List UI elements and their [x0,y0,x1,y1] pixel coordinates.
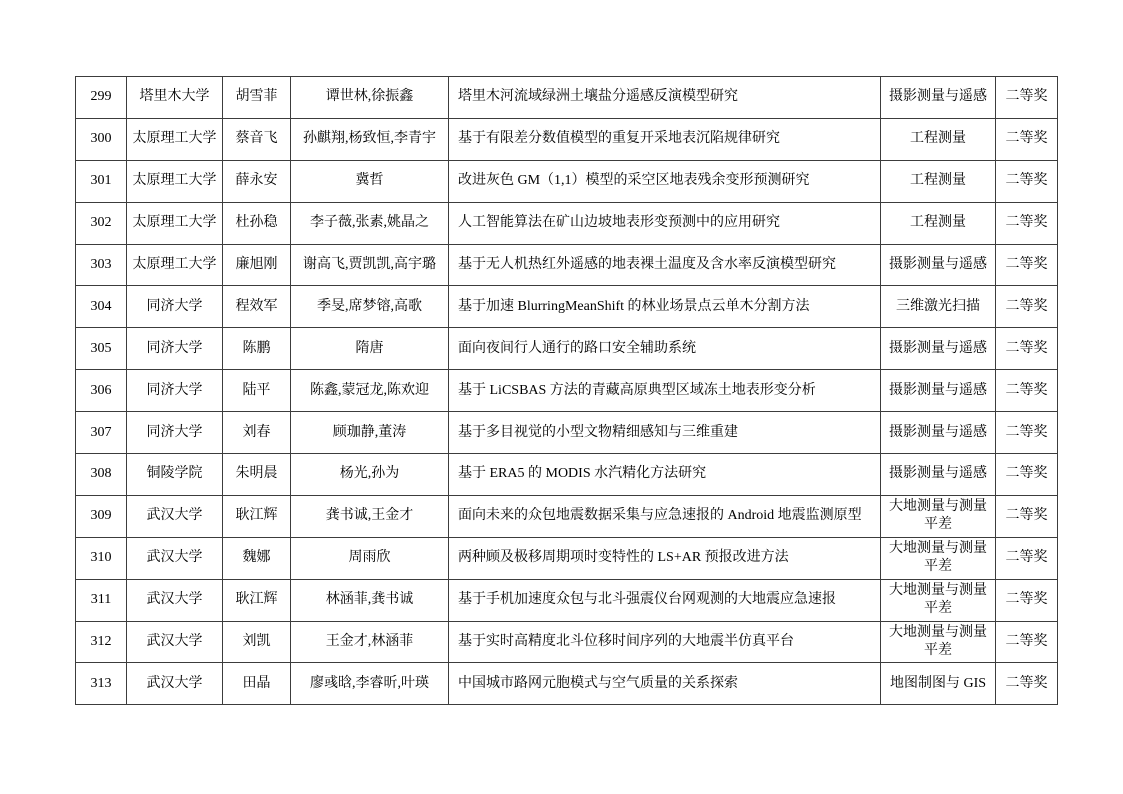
cell-category: 摄影测量与遥感 [881,412,996,454]
cell-leader-name: 蔡音飞 [223,118,291,160]
table-row [76,118,1058,160]
cell-serial-number: 308 [76,454,127,496]
cell-team-members: 谢高飞,贾凯凯,高宇璐 [291,244,449,286]
cell-serial-number: 311 [76,579,127,621]
cell-university: 同济大学 [127,328,223,370]
cell-project-title: 两种顾及极移周期项时变特性的 LS+AR 预报改进方法 [449,537,881,579]
cell-team-members: 王金才,林涵菲 [291,621,449,663]
cell-project-title: 基于有限差分数值模型的重复开采地表沉陷规律研究 [449,118,881,160]
table-row [76,621,1058,663]
cell-project-title: 改进灰色 GM（1,1）模型的采空区地表残余变形预测研究 [449,160,881,202]
cell-serial-number: 310 [76,537,127,579]
cell-category: 大地测量与测量平差 [881,621,996,663]
cell-project-title: 基于手机加速度众包与北斗强震仪台网观测的大地震应急速报 [449,579,881,621]
cell-leader-name: 田晶 [223,663,291,705]
cell-team-members: 孙麒翔,杨致恒,李青宇 [291,118,449,160]
cell-project-title: 塔里木河流域绿洲土壤盐分遥感反演模型研究 [449,77,881,119]
cell-team-members: 杨光,孙为 [291,454,449,496]
cell-award-level: 二等奖 [996,244,1058,286]
table-row [76,537,1058,579]
cell-serial-number: 303 [76,244,127,286]
cell-award-level: 二等奖 [996,454,1058,496]
cell-serial-number: 299 [76,77,127,119]
cell-team-members: 隋唐 [291,328,449,370]
cell-project-title: 中国城市路网元胞模式与空气质量的关系探索 [449,663,881,705]
cell-university: 同济大学 [127,286,223,328]
cell-category: 工程测量 [881,118,996,160]
cell-university: 武汉大学 [127,621,223,663]
table-row [76,202,1058,244]
cell-serial-number: 313 [76,663,127,705]
cell-team-members: 周雨欣 [291,537,449,579]
table-row [76,454,1058,496]
table-row [76,370,1058,412]
table-row [76,77,1058,119]
cell-project-title: 基于多目视觉的小型文物精细感知与三维重建 [449,412,881,454]
cell-team-members: 顾珈静,董涛 [291,412,449,454]
cell-category: 摄影测量与遥感 [881,454,996,496]
cell-university: 铜陵学院 [127,454,223,496]
cell-university: 太原理工大学 [127,160,223,202]
cell-university: 塔里木大学 [127,77,223,119]
cell-award-level: 二等奖 [996,286,1058,328]
cell-category: 地图制图与 GIS [881,663,996,705]
cell-category: 大地测量与测量平差 [881,537,996,579]
table-row [76,160,1058,202]
cell-category: 摄影测量与遥感 [881,244,996,286]
cell-leader-name: 陈鹏 [223,328,291,370]
cell-project-title: 面向夜间行人通行的路口安全辅助系统 [449,328,881,370]
table-row [76,244,1058,286]
cell-award-level: 二等奖 [996,77,1058,119]
cell-award-level: 二等奖 [996,370,1058,412]
cell-leader-name: 程效军 [223,286,291,328]
cell-team-members: 林涵菲,龚书诚 [291,579,449,621]
cell-leader-name: 薛永安 [223,160,291,202]
cell-award-level: 二等奖 [996,621,1058,663]
cell-university: 武汉大学 [127,579,223,621]
cell-category: 工程测量 [881,160,996,202]
cell-category: 摄影测量与遥感 [881,328,996,370]
table-row [76,495,1058,537]
cell-serial-number: 309 [76,495,127,537]
cell-serial-number: 301 [76,160,127,202]
cell-serial-number: 304 [76,286,127,328]
cell-category: 大地测量与测量平差 [881,495,996,537]
table-row [76,663,1058,705]
cell-award-level: 二等奖 [996,412,1058,454]
cell-leader-name: 陆平 [223,370,291,412]
cell-leader-name: 魏娜 [223,537,291,579]
cell-team-members: 李子薇,张素,姚晶之 [291,202,449,244]
cell-university: 武汉大学 [127,663,223,705]
cell-category: 摄影测量与遥感 [881,77,996,119]
cell-university: 武汉大学 [127,495,223,537]
cell-project-title: 基于 LiCSBAS 方法的青藏高原典型区域冻土地表形变分析 [449,370,881,412]
cell-award-level: 二等奖 [996,537,1058,579]
cell-leader-name: 刘凯 [223,621,291,663]
cell-award-level: 二等奖 [996,663,1058,705]
cell-award-level: 二等奖 [996,579,1058,621]
cell-leader-name: 耿江辉 [223,495,291,537]
cell-serial-number: 302 [76,202,127,244]
cell-serial-number: 305 [76,328,127,370]
cell-category: 工程测量 [881,202,996,244]
cell-team-members: 陈鑫,蒙冠龙,陈欢迎 [291,370,449,412]
cell-project-title: 基于 ERA5 的 MODIS 水汽精化方法研究 [449,454,881,496]
cell-university: 武汉大学 [127,537,223,579]
cell-award-level: 二等奖 [996,160,1058,202]
table-row [76,579,1058,621]
cell-category: 三维激光扫描 [881,286,996,328]
cell-award-level: 二等奖 [996,495,1058,537]
cell-team-members: 季旻,席梦镕,高歌 [291,286,449,328]
cell-leader-name: 杜孙稳 [223,202,291,244]
cell-team-members: 龚书诚,王金才 [291,495,449,537]
cell-team-members: 廖彧晗,李睿昕,叶瑛 [291,663,449,705]
award-table [75,76,1058,705]
cell-university: 同济大学 [127,370,223,412]
cell-serial-number: 307 [76,412,127,454]
cell-project-title: 人工智能算法在矿山边坡地表形变预测中的应用研究 [449,202,881,244]
table-row [76,328,1058,370]
cell-leader-name: 胡雪菲 [223,77,291,119]
table-row [76,286,1058,328]
cell-award-level: 二等奖 [996,202,1058,244]
cell-serial-number: 306 [76,370,127,412]
cell-serial-number: 300 [76,118,127,160]
cell-category: 大地测量与测量平差 [881,579,996,621]
cell-award-level: 二等奖 [996,118,1058,160]
cell-serial-number: 312 [76,621,127,663]
cell-leader-name: 耿江辉 [223,579,291,621]
cell-university: 同济大学 [127,412,223,454]
table-row [76,412,1058,454]
cell-project-title: 基于无人机热红外遥感的地表裸土温度及含水率反演模型研究 [449,244,881,286]
cell-team-members: 冀哲 [291,160,449,202]
cell-team-members: 谭世林,徐振鑫 [291,77,449,119]
cell-university: 太原理工大学 [127,118,223,160]
cell-award-level: 二等奖 [996,328,1058,370]
cell-university: 太原理工大学 [127,202,223,244]
cell-category: 摄影测量与遥感 [881,370,996,412]
cell-project-title: 面向未来的众包地震数据采集与应急速报的 Android 地震监测原型 [449,495,881,537]
cell-university: 太原理工大学 [127,244,223,286]
cell-leader-name: 廉旭刚 [223,244,291,286]
cell-leader-name: 朱明晨 [223,454,291,496]
cell-project-title: 基于加速 BlurringMeanShift 的林业场景点云单木分割方法 [449,286,881,328]
cell-project-title: 基于实时高精度北斗位移时间序列的大地震半仿真平台 [449,621,881,663]
cell-leader-name: 刘春 [223,412,291,454]
